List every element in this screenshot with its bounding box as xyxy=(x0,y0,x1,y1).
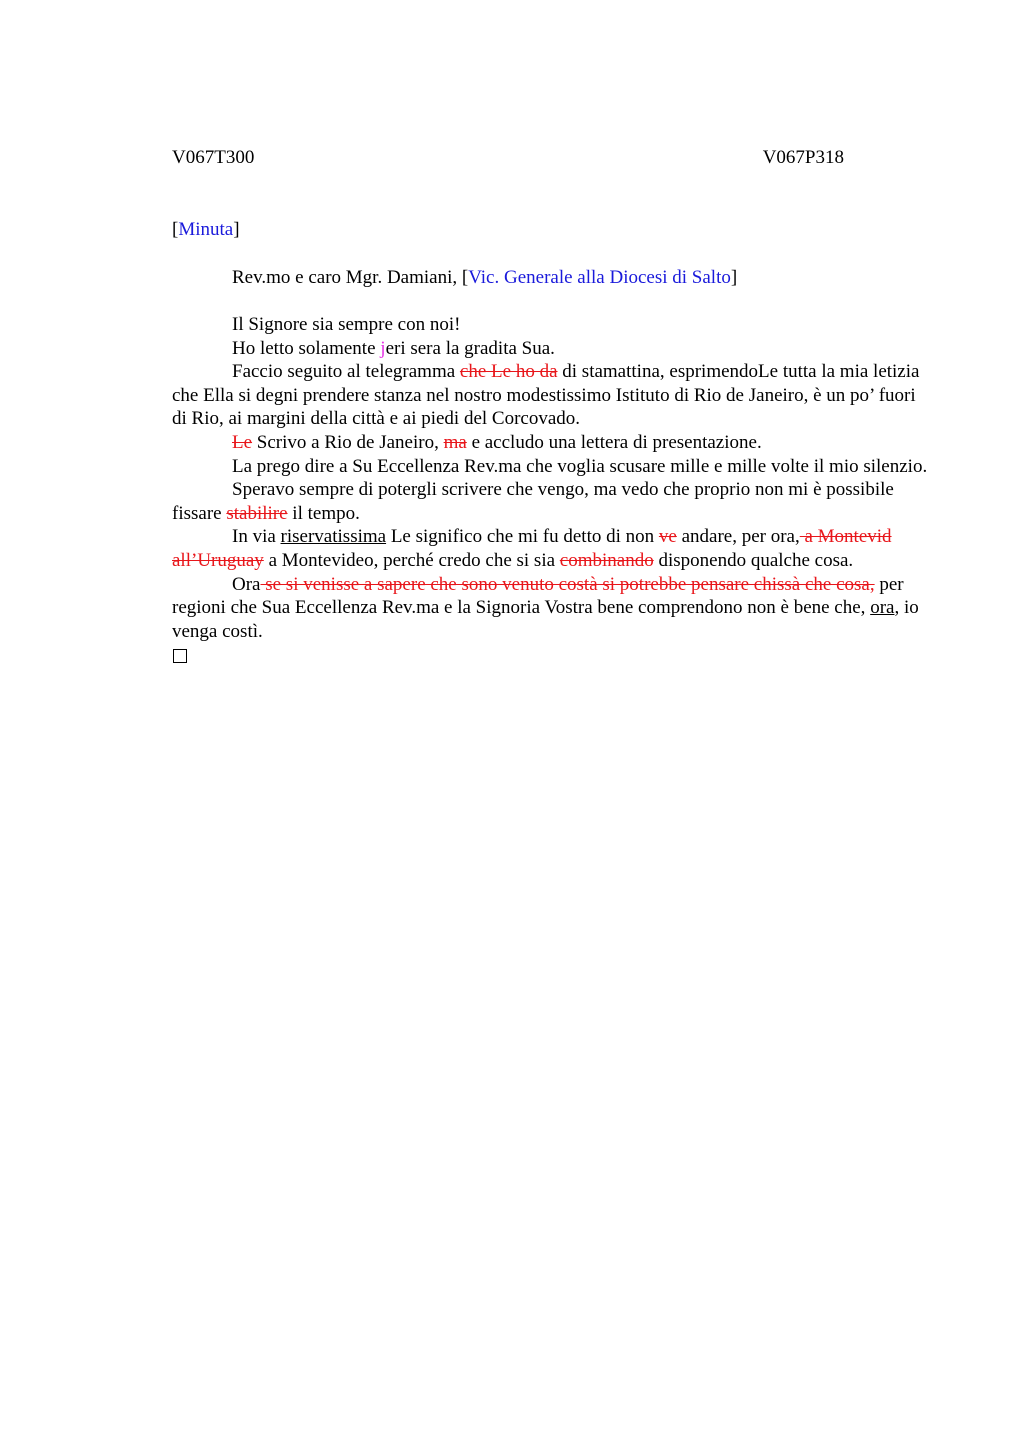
paragraph-8-underlined: ora xyxy=(870,597,895,619)
paragraph-3-text-b: di stamattina, esprimendoLe tutta la mia letizia che Ella si degni prendere stanza nel nostro modestissimo Istituto di Rio de Janeiro, è un po’ fuori di Rio, ai margini della città e ai piedi del Corcovado. xyxy=(172,361,920,430)
paragraph-7-deletion-2: a Montevid all’Uruguay xyxy=(172,526,892,571)
salutation-text: Rev.mo e caro Mgr. Damiani, xyxy=(232,267,462,288)
paragraph-2-text-b: eri sera la gradita Sua. xyxy=(385,337,555,359)
paragraph-8 xyxy=(172,573,932,644)
paragraph-3-deletion-1: che Le ho da xyxy=(459,361,558,383)
paragraph-6-text-b: il tempo. xyxy=(287,502,360,524)
paragraph-6-text-a: Speravo sempre di potergli scrivere che vengo, ma vedo che proprio non mi è possibile fissare xyxy=(172,479,894,524)
letter-salutation xyxy=(232,266,737,290)
paragraph-1-text: Il Signore sia sempre con noi! xyxy=(232,314,461,335)
minuta-note xyxy=(172,218,240,242)
paragraph-1 xyxy=(172,313,932,337)
paragraph-6-deletion-1: stabilire xyxy=(226,502,288,524)
salutation-close-bracket: ] xyxy=(730,267,738,288)
paragraph-7-text-b: Le significo che mi fu detto di non xyxy=(386,526,659,548)
paragraph-3-text-a: Faccio seguito al telegramma xyxy=(232,361,460,383)
salutation-open-bracket: [ xyxy=(461,267,469,288)
minuta-label: Minuta xyxy=(178,219,234,240)
end-marker-checkbox-icon xyxy=(173,649,187,663)
paragraph-4-deletion-2: ma xyxy=(443,431,467,453)
paragraph-2 xyxy=(172,337,932,361)
paragraph-6 xyxy=(172,478,932,525)
paragraph-4 xyxy=(172,431,932,455)
paragraph-7-text-e: disponendo qualche cosa. xyxy=(653,549,854,571)
volume-code-left: V067T300 xyxy=(172,147,255,168)
paragraph-7-text-c: andare, per ora, xyxy=(676,526,800,548)
paragraph-7-text-d: a Montevideo, perché credo che si sia xyxy=(263,549,560,571)
minuta-open-bracket: [ xyxy=(172,219,179,240)
letter-body xyxy=(172,313,932,663)
document-header xyxy=(172,146,844,170)
paragraph-2-insertion: j xyxy=(380,337,386,359)
paragraph-5-text: La prego dire a Su Eccellenza Rev.ma che voglia scusare mille e mille volte il mio silenzio. xyxy=(232,455,928,477)
paragraph-7 xyxy=(172,525,932,572)
paragraph-7-text-a: In via xyxy=(232,526,281,548)
paragraph-4-deletion-1: Le xyxy=(232,431,253,453)
paragraph-5 xyxy=(172,455,932,479)
minuta-close-bracket: ] xyxy=(233,219,240,240)
paragraph-7-deletion-3: combinando xyxy=(559,549,654,571)
paragraph-8-text-b: per regioni che Sua Eccellenza Rev.ma e la Signoria Vostra bene comprendono non è bene che, xyxy=(172,573,904,619)
salutation-editorial-note: Vic. Generale alla Diocesi di Salto xyxy=(468,267,731,288)
paragraph-7-underlined: riservatissima xyxy=(280,526,387,548)
paragraph-4-text-b: e accludo una lettera di presentazione. xyxy=(466,431,762,453)
page-code-right: V067P318 xyxy=(762,147,844,168)
paragraph-8-deletion-1: se si venisse a sapere che sono venuto costà si potrebbe pensare chissà che cosa, xyxy=(260,573,875,595)
paragraph-8-text-a: Ora xyxy=(232,573,261,595)
paragraph-4-text-a: Scrivo a Rio de Janeiro, xyxy=(252,431,444,453)
paragraph-7-deletion-1: ve xyxy=(658,526,677,548)
paragraph-8-text-c: , io venga costì. xyxy=(172,597,919,642)
paragraph-2-text-a: Ho letto solamente xyxy=(232,337,381,359)
paragraph-3 xyxy=(172,360,932,431)
